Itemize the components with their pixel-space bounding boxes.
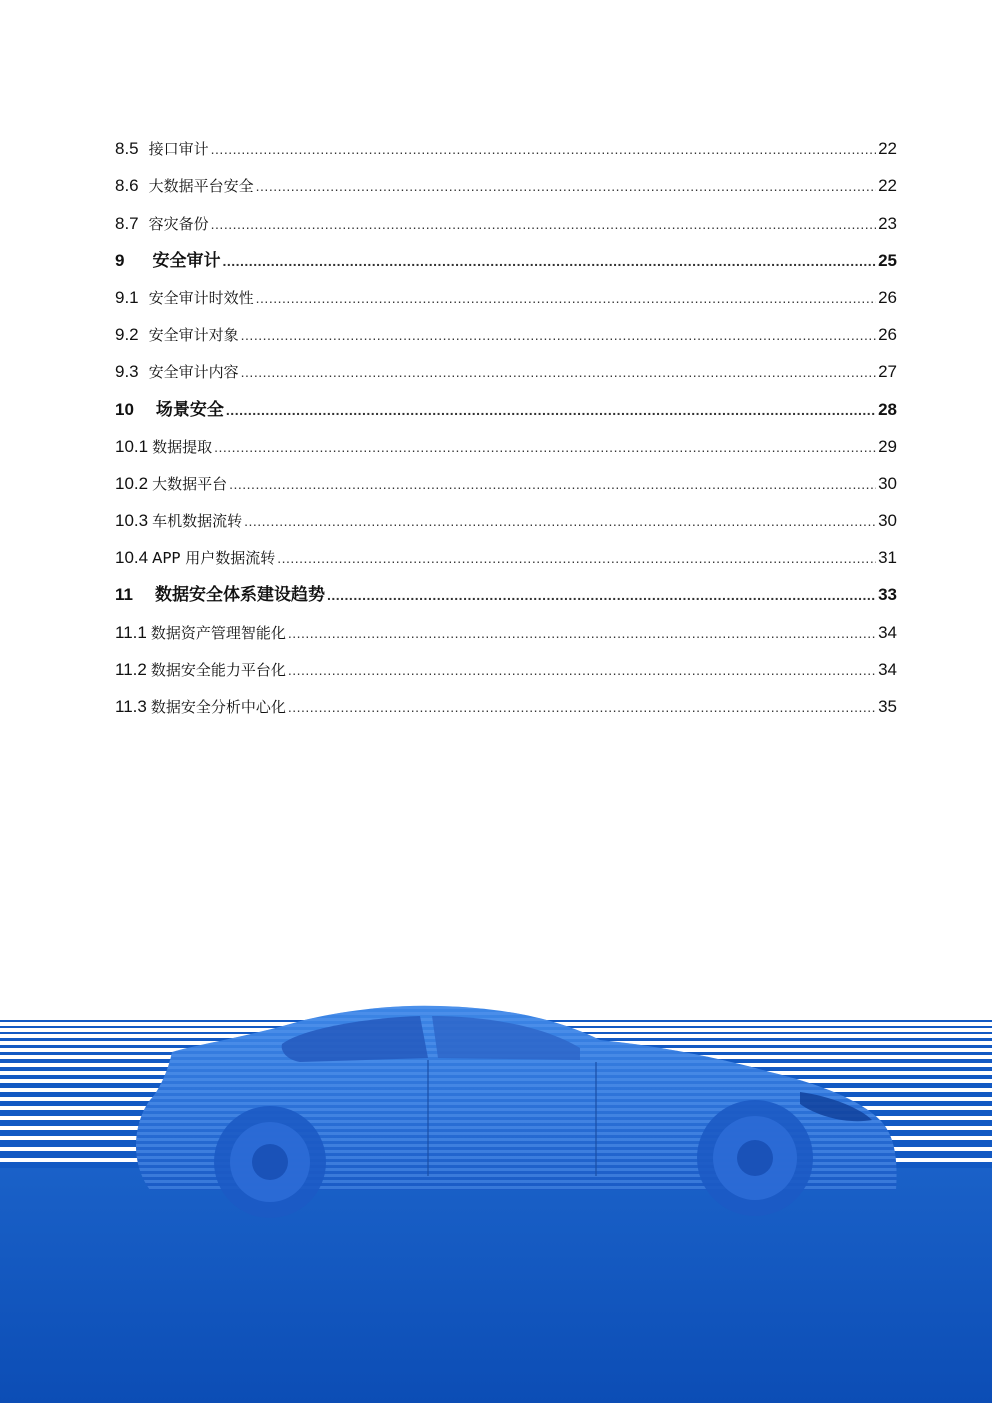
- toc-page-number: 26: [878, 287, 897, 307]
- toc-title: 数据安全分析中心化: [150, 698, 286, 716]
- toc-number: 10: [115, 399, 134, 419]
- toc-title: 大数据平台: [152, 474, 228, 493]
- toc-leader-dots: [288, 660, 876, 680]
- toc-title: 安全审计: [152, 250, 221, 271]
- toc-title: 数据资产管理智能化: [150, 623, 286, 642]
- toc-page-number: 22: [878, 139, 897, 159]
- toc-leader-dots: [241, 362, 876, 382]
- toc-page-number: 34: [878, 622, 897, 642]
- toc-page-number: 29: [878, 436, 897, 456]
- toc-number: 9.2: [115, 325, 139, 345]
- toc-leader-dots: [214, 437, 876, 457]
- toc-number: 9.3: [115, 362, 139, 382]
- toc-title: APP 用户数据流转: [152, 549, 276, 568]
- toc-section-entry[interactable]: [115, 494, 897, 531]
- toc-leader-dots: [327, 585, 876, 605]
- toc-section-entry[interactable]: [115, 159, 897, 196]
- toc-title: 安全审计对象: [148, 326, 239, 345]
- car-silhouette: [136, 1006, 897, 1218]
- toc-leader-dots: [288, 623, 876, 643]
- toc-leader-dots: [211, 214, 876, 234]
- toc-title: 数据安全能力平台化: [150, 660, 286, 679]
- toc-title: 数据安全体系建设趋势: [154, 585, 325, 606]
- toc-number: 8.6: [115, 176, 139, 196]
- toc-section-entry[interactable]: [115, 457, 897, 494]
- toc-number: 10.2: [115, 473, 149, 493]
- toc-page-number: 33: [878, 585, 897, 605]
- toc-chapter-entry[interactable]: [115, 382, 897, 419]
- toc-chapter-entry[interactable]: [115, 234, 897, 271]
- toc-title: 大数据平台安全: [148, 177, 254, 196]
- toc-leader-dots: [226, 400, 876, 420]
- toc-number: 10.1: [115, 436, 149, 456]
- toc-number: 9: [115, 250, 125, 270]
- toc-page-number: 22: [878, 176, 897, 196]
- toc-page-number: 25: [878, 250, 897, 270]
- toc-section-entry[interactable]: [115, 196, 897, 233]
- toc-section-entry[interactable]: [115, 271, 897, 308]
- toc-page-number: 34: [878, 659, 897, 679]
- toc-title: 容灾备份: [148, 214, 209, 233]
- toc-page-number: 26: [878, 325, 897, 345]
- toc-leader-dots: [256, 288, 876, 308]
- toc-title: 车机数据流转: [152, 512, 243, 531]
- toc-number: 8.5: [115, 139, 139, 159]
- toc-section-entry[interactable]: [115, 531, 897, 568]
- toc-section-entry[interactable]: [115, 345, 897, 382]
- toc-leader-dots: [244, 511, 876, 531]
- toc-number: 10.4: [115, 548, 149, 568]
- toc-leader-dots: [229, 474, 876, 494]
- toc-leader-dots: [211, 139, 876, 159]
- toc-section-entry[interactable]: [115, 680, 897, 717]
- toc-leader-dots: [288, 697, 876, 717]
- toc-page-number: 23: [878, 213, 897, 233]
- toc-title: 接口审计: [148, 140, 209, 159]
- toc-number: 11: [115, 585, 133, 605]
- toc-section-entry[interactable]: [115, 605, 897, 642]
- toc-page-number: 30: [878, 511, 897, 531]
- toc-section-entry[interactable]: [115, 308, 897, 345]
- toc-page-number: 28: [878, 399, 897, 419]
- toc-number: 8.7: [115, 213, 139, 233]
- toc-leader-dots: [241, 325, 876, 345]
- toc-number: 11.2: [115, 659, 147, 679]
- toc-title: 数据提取: [152, 437, 213, 456]
- toc-number: 11.3: [115, 697, 147, 716]
- toc-title: 安全审计内容: [148, 363, 239, 382]
- toc-leader-dots: [222, 251, 876, 271]
- toc-number: 10.3: [115, 511, 149, 531]
- toc-title: 场景安全: [155, 399, 224, 420]
- toc-leader-dots: [256, 176, 876, 196]
- toc-page-number: 30: [878, 473, 897, 493]
- toc-chapter-entry[interactable]: [115, 568, 897, 605]
- toc-leader-dots: [277, 548, 876, 568]
- toc-section-entry[interactable]: [115, 643, 897, 680]
- toc-number: 11.1: [115, 622, 147, 642]
- toc-page-number: 27: [878, 362, 897, 382]
- toc-title: 安全审计时效性: [148, 288, 254, 307]
- toc-section-entry[interactable]: [115, 122, 897, 159]
- toc-section-entry[interactable]: [115, 420, 897, 457]
- toc-page-number: 35: [878, 697, 897, 716]
- toc-number: 9.1: [115, 287, 139, 307]
- toc-page-number: 31: [878, 548, 897, 568]
- table-of-contents: [115, 122, 897, 717]
- car-banner-illustration: [0, 1000, 992, 1403]
